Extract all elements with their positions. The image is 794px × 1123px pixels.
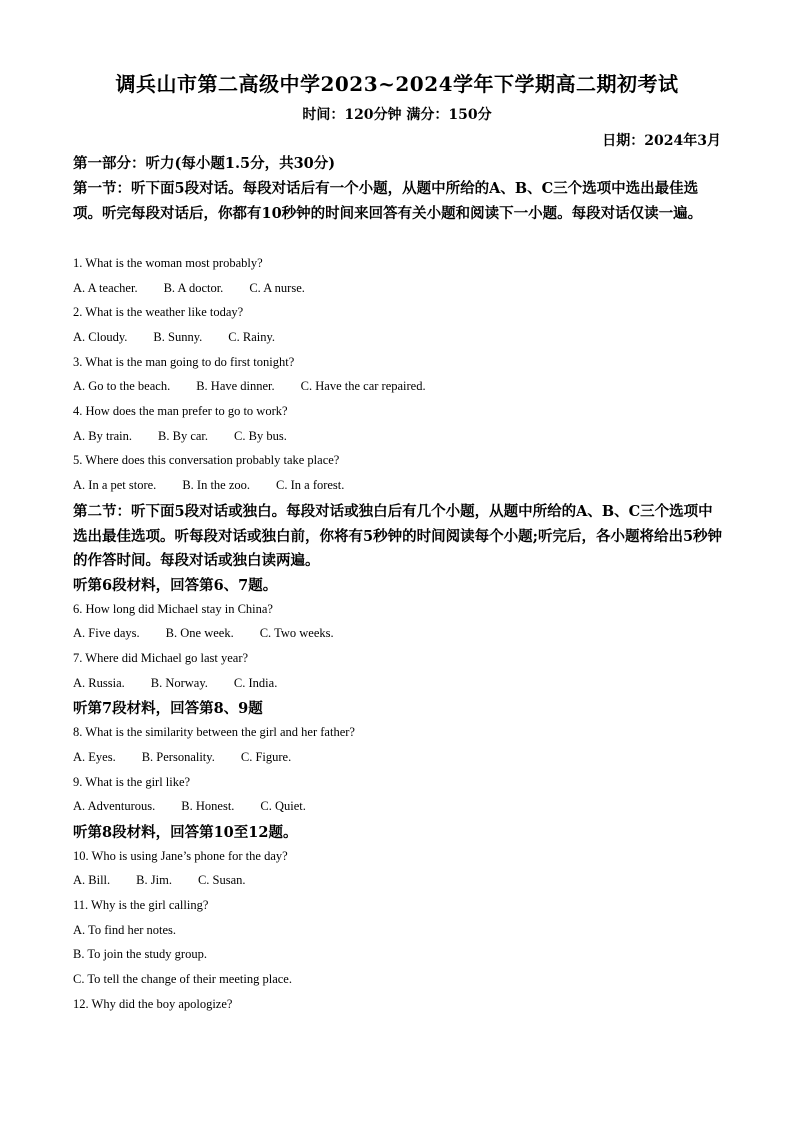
option-a: A. Eyes. <box>73 750 116 764</box>
options-10 <box>73 873 272 888</box>
option-c: C. Two weeks. <box>259 626 334 640</box>
exam-date: 日期：2024年3月 <box>602 133 721 149</box>
option-c: C. Quiet. <box>260 799 306 813</box>
option-a: A. To find her notes. <box>73 923 177 937</box>
section1-instructions: 第一节：听下面5段对话。每段对话后有一个小题，从题中所给的A、B、C三个选项中选出最佳选项。听完每段对话后，你都有10秒钟的时间来回答有关小题和阅读下一小题。每段对话仅读一遍。 <box>73 180 703 222</box>
options-2 <box>73 330 301 345</box>
options-7 <box>73 676 303 691</box>
question-6: 6. How long did Michael stay in China? <box>73 602 273 616</box>
question-3: 3. What is the man going to do first tonight? <box>73 355 295 369</box>
options-3 <box>73 379 452 394</box>
option-b: B. Personality. <box>141 750 215 764</box>
option-b: B. Norway. <box>150 676 208 690</box>
option-b: B. A doctor. <box>163 281 224 295</box>
option-c: C. Rainy. <box>228 330 276 344</box>
group-7-heading: 听第7段材料，回答第8、9题 <box>73 700 263 717</box>
time-score-info: 时间：120分钟 满分：150分 <box>302 107 492 123</box>
option-a: A. In a pet store. <box>73 478 157 492</box>
option-b: B. To join the study group. <box>73 947 207 961</box>
option-b: B. One week. <box>165 626 234 640</box>
option-a: A. By train. <box>73 429 133 443</box>
group-8-heading: 听第8段材料，回答第10至12题。 <box>73 824 298 841</box>
option-c: C. Susan. <box>197 873 246 887</box>
option-b: B. Honest. <box>181 799 235 813</box>
question-11: 11. Why is the girl calling? <box>73 898 209 912</box>
option-c: C. India. <box>233 676 278 690</box>
option-b: B. By car. <box>158 429 209 443</box>
option-c: C. In a forest. <box>276 478 345 492</box>
group-6-heading: 听第6段材料，回答第6、7题。 <box>73 577 278 594</box>
question-10: 10. Who is using Jane’s phone for the day? <box>73 849 288 863</box>
options-9 <box>73 799 332 814</box>
question-7: 7. Where did Michael go last year? <box>73 651 249 665</box>
options-5 <box>73 478 370 493</box>
part1-heading: 第一部分：听力(每小题1.5分，共30分) <box>73 155 336 172</box>
question-9: 9. What is the girl like? <box>73 775 191 789</box>
option-c: C. To tell the change of their meeting place. <box>73 972 292 986</box>
question-1: 1. What is the woman most probably? <box>73 256 263 270</box>
option-a: A. Go to the beach. <box>73 379 171 393</box>
option-b: B. Have dinner. <box>196 379 275 393</box>
option-b: B. Jim. <box>136 873 172 887</box>
option-c: C. A nurse. <box>249 281 305 295</box>
option-b: B. In the zoo. <box>182 478 251 492</box>
options-6 <box>73 626 360 641</box>
option-a: A. A teacher. <box>73 281 138 295</box>
option-a: A. Bill. <box>73 873 111 887</box>
question-4: 4. How does the man prefer to go to work? <box>73 404 288 418</box>
option-a: A. Russia. <box>73 676 125 690</box>
option-a: A. Five days. <box>73 626 140 640</box>
question-12: 12. Why did the boy apologize? <box>73 997 233 1011</box>
option-c: C. Have the car repaired. <box>300 379 426 393</box>
options-8 <box>73 750 317 765</box>
question-5: 5. Where does this conversation probably take place? <box>73 453 340 467</box>
option-b: B. Sunny. <box>153 330 203 344</box>
section2-instructions: 第二节：听下面5段对话或独白。每段对话或独白后有几个小题，从题中所给的A、B、C三个选项中选出最佳选项。听每段对话或独白前，你将有5秒钟的时间阅读每个小题;听完后，各小题将给出5秒钟的作答时间。每段对话或独白读两遍。 <box>73 503 723 569</box>
question-2: 2. What is the weather like today? <box>73 305 244 319</box>
options-4 <box>73 429 313 444</box>
option-a: A. Cloudy. <box>73 330 128 344</box>
question-8: 8. What is the similarity between the girl and her father? <box>73 725 355 739</box>
option-c: C. By bus. <box>234 429 287 443</box>
option-a: A. Adventurous. <box>73 799 156 813</box>
options-1 <box>73 281 331 296</box>
option-c: C. Figure. <box>240 750 292 764</box>
page-title: 调兵山市第二高级中学2023~2024学年下学期高二期初考试 <box>115 72 679 96</box>
